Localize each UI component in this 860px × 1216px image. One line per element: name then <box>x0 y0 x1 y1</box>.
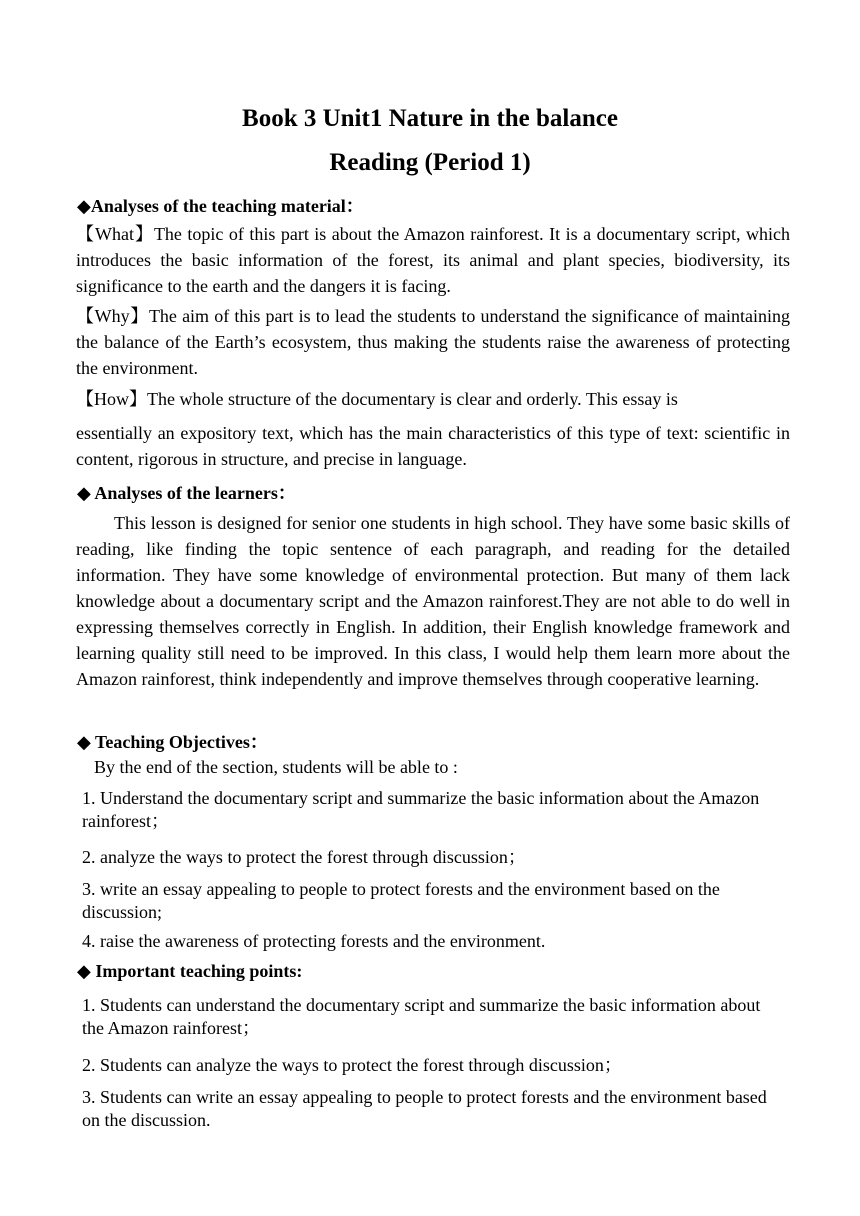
objective-item-2: 2. analyze the ways to protect the forest through discussion； <box>82 847 526 867</box>
objectives-intro: By the end of the section, students will be able to : <box>94 757 458 777</box>
heading-important-points: ◆ Important teaching points: <box>77 961 303 981</box>
why-tag: 【Why】 <box>76 306 149 326</box>
paragraph-what <box>76 221 790 299</box>
what-text: The topic of this part is about the Amazon rainforest. It is a documentary script, which introduces the basic information of the forest, its animal and plant species, biodiversity, its significance to the earth and the dangers it is facing. <box>76 224 790 296</box>
what-tag: 【What】 <box>76 224 154 244</box>
why-text: The aim of this part is to lead the students to understand the significance of maintaining the balance of the Earth’s ecosystem, thus making the students raise the awareness of protecting the environment. <box>76 306 790 378</box>
how-text-line1: The whole structure of the documentary is clear and orderly. This essay is <box>147 389 678 409</box>
how-tag: 【How】 <box>76 389 147 409</box>
objective-item-3: 3. write an essay appealing to people to protect forests and the environment based on the discussion; <box>82 879 720 922</box>
objective-item-1: 1. Understand the documentary script and summarize the basic information about the Amazon rainforest； <box>82 788 760 831</box>
heading-analyses-learners: ◆ Analyses of the learners： <box>77 483 296 503</box>
objective-item-4: 4. raise the awareness of protecting forests and the environment. <box>82 931 546 951</box>
important-point-2: 2. Students can analyze the ways to protect the forest through discussion； <box>82 1055 622 1075</box>
paragraph-why <box>76 303 790 381</box>
heading-teaching-objectives: ◆ Teaching Objectives： <box>77 732 268 752</box>
paragraph-how-rest: essentially an expository text, which has the main characteristics of this type of text: scientific in content, rigorous in structure, and precise in language. <box>76 423 790 469</box>
paragraph-how-line1 <box>76 388 678 411</box>
heading-analyses-material: ◆Analyses of the teaching material： <box>77 196 364 216</box>
paragraph-learners: This lesson is designed for senior one students in high school. They have some basic skills of reading, like finding the topic sentence of each paragraph, and reading for the detailed information. They have some knowledge of environmental protection. But many of them lack knowledge about a documentary script and the Amazon rainforest.They are not able to do well in expressing themselves correctly in English. In addition, their English knowledge framework and learning quality still need to be improved. In this class, I would help them learn more about the Amazon rainforest, think independently and improve themselves through cooperative learning. <box>76 513 790 689</box>
document-title: Book 3 Unit1 Nature in the balance <box>242 105 618 132</box>
important-point-3: 3. Students can write an essay appealing to people to protect forests and the environment based on the discussion. <box>82 1087 767 1130</box>
document-subtitle: Reading (Period 1) <box>329 149 531 176</box>
important-point-1: 1. Students can understand the documentary script and summarize the basic information about the Amazon rainforest； <box>82 995 761 1038</box>
